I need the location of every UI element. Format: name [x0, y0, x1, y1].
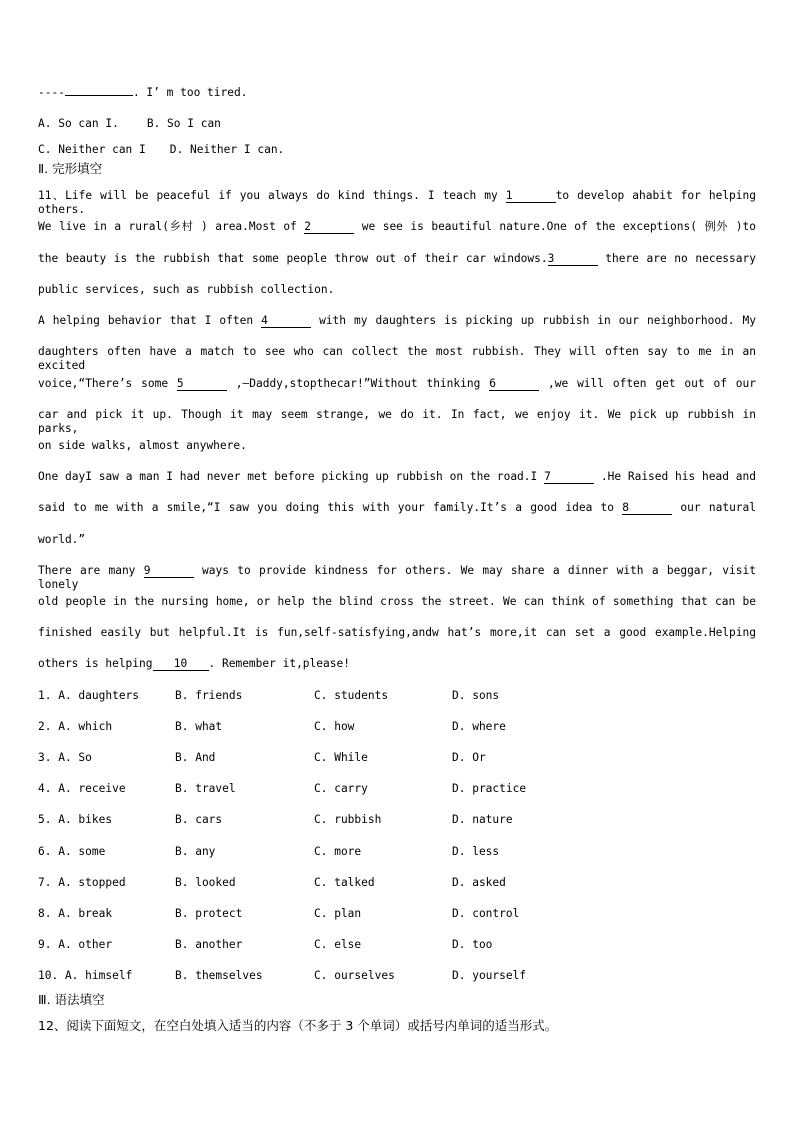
option-a[interactable]: 7. A. stopped — [38, 876, 126, 889]
prev-question-stem — [38, 86, 247, 100]
passage-line: There are many 9 ways to provide kindness for others. We may share a dinner with a beggar, visit lonely — [38, 564, 756, 591]
option-d[interactable]: D. where — [452, 720, 506, 733]
option-d[interactable]: D. nature — [452, 813, 513, 826]
option-a[interactable]: 6. A. some — [38, 845, 106, 858]
passage-line: public services, such as rubbish collection. — [38, 283, 335, 296]
option-d[interactable]: D. yourself — [452, 969, 527, 982]
option-c[interactable]: C. more — [314, 845, 362, 858]
option-d[interactable]: D. practice — [452, 782, 527, 795]
dash-prefix: ---- — [38, 86, 65, 99]
blank-9[interactable]: 9 — [144, 564, 194, 578]
option-b[interactable]: B. friends — [175, 689, 243, 702]
section-heading-cloze: Ⅱ. 完形填空 — [38, 161, 103, 176]
option-row — [38, 751, 758, 765]
option-a[interactable]: 10. A. himself — [38, 969, 133, 982]
option-b[interactable]: B. travel — [175, 782, 236, 795]
passage-line: said to me with a smile,“I saw you doing this with your family.It’s a good idea to 8 our natural — [38, 501, 757, 514]
option-c[interactable]: C. how — [314, 720, 355, 733]
option-row — [38, 907, 758, 921]
section-heading-grammar: Ⅲ. 语法填空 — [38, 992, 105, 1007]
blank-3[interactable]: 3 — [548, 252, 598, 266]
passage-line: old people in the nursing home, or help the blind cross the street. We can think of something that can be — [38, 595, 756, 608]
option-c[interactable]: C. else — [314, 938, 362, 951]
passage-line: One dayI saw a man I had never met before picking up rubbish on the road.I 7 .He Raised his head and — [38, 470, 756, 483]
option-c[interactable]: C. rubbish — [314, 813, 382, 826]
stem-text: . I’ m too tired. — [132, 86, 248, 99]
option-b[interactable]: B. protect — [175, 907, 243, 920]
blank-6[interactable]: 6 — [489, 377, 539, 391]
option-d[interactable]: D. asked — [452, 876, 506, 889]
blank-5[interactable]: 5 — [177, 377, 227, 391]
option-row — [38, 938, 758, 952]
passage-line: A helping behavior that I often 4 with my daughters is picking up rubbish in our neighborhood. My — [38, 314, 756, 327]
option-c[interactable]: C. ourselves — [314, 969, 395, 982]
passage-line: world.” — [38, 533, 86, 546]
option-a[interactable]: 3. A. So — [38, 751, 92, 764]
passage-line: voice,“There’s some 5 ,—Daddy,stopthecar!”Without thinking 6 ,we will often get out of our — [38, 377, 756, 390]
passage-line: on side walks, almost anywhere. — [38, 439, 247, 452]
option-d[interactable]: D. Or — [452, 751, 486, 764]
passage-line: daughters often have a match to see who can collect the most rubbish. They will often say to me in an excited — [38, 345, 756, 372]
option-row — [38, 782, 758, 796]
blank-2[interactable]: 2 — [304, 220, 354, 234]
option-b[interactable]: B. any — [175, 845, 216, 858]
option-c[interactable]: C. carry — [314, 782, 368, 795]
option-d[interactable]: D. sons — [452, 689, 500, 702]
passage-line: 11、Life will be peaceful if you always do kind things. I teach my 1 to develop ahabit for helping others. — [38, 189, 756, 216]
option-a[interactable]: 1. A. daughters — [38, 689, 140, 702]
option-d: D. Neither I can. — [169, 143, 285, 156]
option-a[interactable]: 4. A. receive — [38, 782, 126, 795]
blank-4[interactable]: 4 — [261, 314, 311, 328]
blank-7[interactable]: 7 — [544, 470, 594, 484]
option-c: C. Neither can I — [38, 143, 146, 156]
answer-blank[interactable] — [65, 95, 133, 96]
option-d[interactable]: D. too — [452, 938, 493, 951]
passage-line: finished easily but helpful.It is fun,self-satisfying,andw hat’s more,it can set a good example.Helping — [38, 626, 756, 639]
passage-line: the beauty is the rubbish that some people throw out of their car windows.3 there are no necessary — [38, 252, 756, 265]
option-a[interactable]: 2. A. which — [38, 720, 113, 733]
option-row — [38, 969, 758, 983]
option-c[interactable]: C. students — [314, 689, 389, 702]
option-row — [38, 813, 758, 827]
passage-line: car and pick it up. Though it may seem strange, we do it. In fact, we enjoy it. We pick up rubbish in parks, — [38, 408, 756, 435]
blank-8[interactable]: 8 — [622, 501, 672, 515]
option-c[interactable]: C. plan — [314, 907, 362, 920]
passage-line: We live in a rural(乡村 ) area.Most of 2 we see is beautiful nature.One of the exceptions( 例外 )to — [38, 220, 756, 233]
option-b[interactable]: B. looked — [175, 876, 236, 889]
option-b: B. So I can — [146, 117, 221, 130]
option-row — [38, 845, 758, 859]
option-a[interactable]: 8. A. break — [38, 907, 113, 920]
question-12-instruction: 12、阅读下面短文，在空白处填入适当的内容（不多于 3 个单词）或括号内单词的适当形式。 — [38, 1018, 558, 1033]
option-d[interactable]: D. less — [452, 845, 500, 858]
option-b[interactable]: B. And — [175, 751, 216, 764]
option-row — [38, 720, 758, 734]
option-b[interactable]: B. what — [175, 720, 223, 733]
option-row — [38, 689, 758, 703]
option-row — [38, 876, 758, 890]
blank-1[interactable]: 1 — [506, 189, 556, 203]
option-d[interactable]: D. control — [452, 907, 520, 920]
prev-options-row2 — [38, 143, 284, 157]
blank-10[interactable]: 10 — [153, 657, 209, 671]
option-a[interactable]: 9. A. other — [38, 938, 113, 951]
option-b[interactable]: B. themselves — [175, 969, 263, 982]
passage-line: others is helping 10 . Remember it,please! — [38, 657, 350, 670]
option-c[interactable]: C. talked — [314, 876, 375, 889]
option-b[interactable]: B. cars — [175, 813, 223, 826]
option-b[interactable]: B. another — [175, 938, 243, 951]
prev-options-row1 — [38, 117, 221, 131]
option-c[interactable]: C. While — [314, 751, 368, 764]
option-a: A. So can I. — [38, 117, 119, 130]
option-a[interactable]: 5. A. bikes — [38, 813, 113, 826]
